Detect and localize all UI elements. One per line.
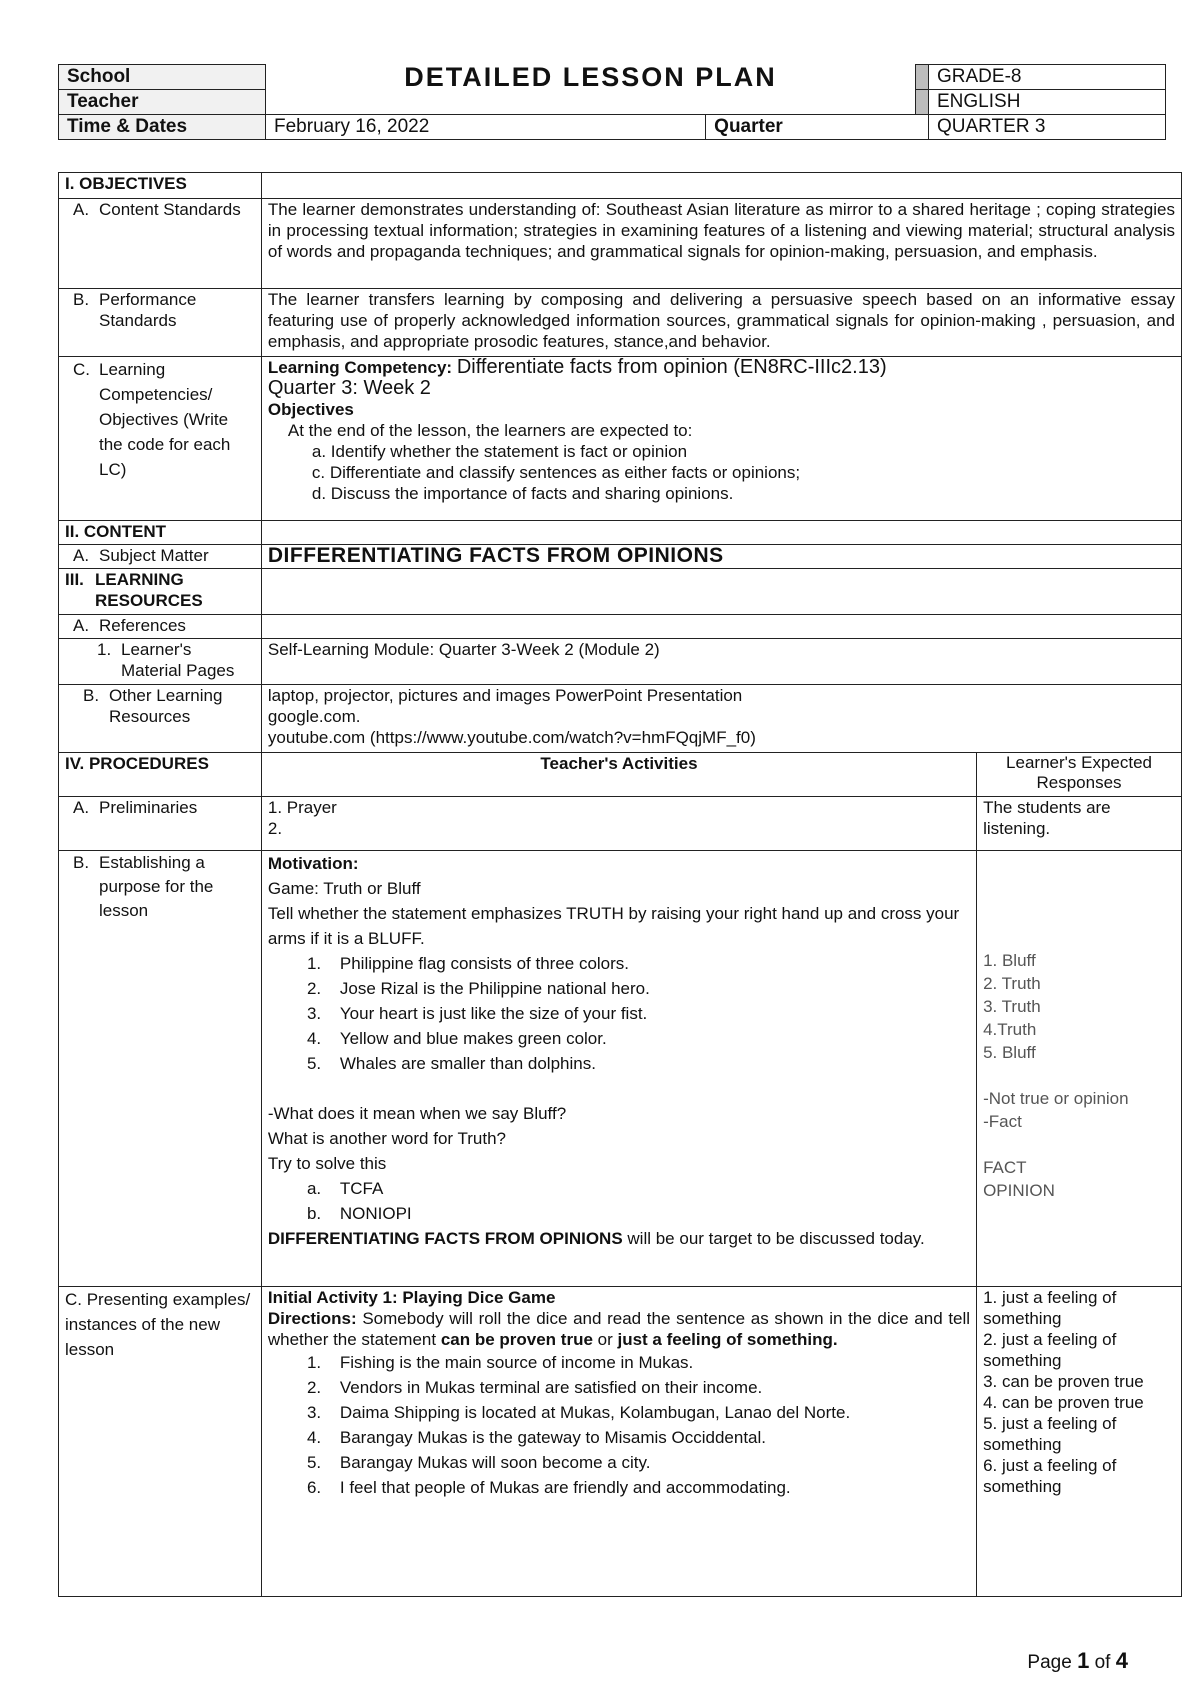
dice-game-cell: Initial Activity 1: Playing Dice Game Directions: Somebody will roll the dice and read the sentence as shown in the dice and tell whether the statement can be proven true or just a feeling of something. 1. Fishing is the main source of income in Mukas. 2. Vendors in Mukas terminal are satisfied on their income. 3. Daima Shipping is located at Mukas, Kolambugan, Lanao del Norte. 4. Barangay Mukas is the gateway to Misamis Occiddental. 5. Barangay Mukas will soon become a city. 6. I feel that people of Mukas are friendly and accommodating. xyxy=(261,1287,976,1597)
list-item: 4. Yellow and blue makes green color. xyxy=(326,1026,970,1051)
page-number: Page 1 of 4 xyxy=(1027,1648,1128,1673)
lesson-target: DIFFERENTIATING FACTS FROM OPINIONS will be our target to be discussed today. xyxy=(267,1229,925,1248)
learner-responses-heading: Learner's Expected Responses xyxy=(977,753,1182,797)
preliminaries-response: The students are listening. xyxy=(977,797,1182,851)
list-item: a. TCFA xyxy=(326,1176,970,1201)
subject-value: ENGLISH xyxy=(929,90,1166,115)
list-item: 1. Fishing is the main source of income in Mukas. xyxy=(326,1350,970,1375)
list-item: 3. Daima Shipping is located at Mukas, Kolambugan, Lanao del Norte. xyxy=(326,1400,970,1425)
subject-matter-label: A. Subject Matter xyxy=(59,545,262,569)
competencies-label: C. Learning Competencies/ Objectives (Write the code for each LC) xyxy=(59,357,262,521)
empty-cell xyxy=(261,173,1181,199)
dice-game-responses: 1. just a feeling of something 2. just a feeling of something 3. can be proven true 4. can be proven true 5. just a feeling of something 6. just a feeling of something xyxy=(977,1287,1182,1597)
list-item: 6. I feel that people of Mukas are friendly and accommodating. xyxy=(326,1475,970,1500)
performance-standards-text: The learner transfers learning by composing and delivering a persuasive speech based on an informative essay featuring use of properly acknowledged information sources, grammatical signals for opinion-making , persuasion, and emphasis, and appropriate prosodic features, stance,and behavior. xyxy=(261,289,1181,357)
list-item: 2. Vendors in Mukas terminal are satisfied on their income. xyxy=(326,1375,970,1400)
subject-matter-text: DIFFERENTIATING FACTS FROM OPINIONS xyxy=(261,545,1181,569)
purpose-label: B. Establishing a purpose for the lesson xyxy=(59,851,262,1287)
empty-cell xyxy=(261,521,1181,545)
content-heading: II. CONTENT xyxy=(59,521,262,545)
preliminaries-cell: 1. Prayer 2. xyxy=(261,797,976,851)
school-label: School xyxy=(59,65,266,90)
date-value: February 16, 2022 xyxy=(266,115,706,140)
procedures-heading: IV. PROCEDURES xyxy=(59,753,262,797)
gray-spacer xyxy=(916,65,929,90)
list-item: 2. Jose Rizal is the Philippine national hero. xyxy=(326,976,970,1001)
learner-material-text: Self-Learning Module: Quarter 3-Week 2 (Module 2) xyxy=(261,639,1181,685)
empty-cell xyxy=(261,569,1181,615)
time-label: Time & Dates xyxy=(59,115,266,140)
objectives-heading: I. OBJECTIVES xyxy=(59,173,262,199)
content-standards-label: A. Content Standards xyxy=(59,199,262,289)
list-item: 4. Barangay Mukas is the gateway to Misamis Occiddental. xyxy=(326,1425,970,1450)
list-item: 5. Whales are smaller than dolphins. xyxy=(326,1051,970,1076)
jumbled-words-list xyxy=(268,1176,970,1226)
presenting-examples-label: C. Presenting examples/ instances of the new lesson xyxy=(59,1287,262,1597)
motivation-responses: 1. Bluff 2. Truth 3. Truth 4.Truth 5. Bluff -Not true or opinion -Fact FACT OPINION xyxy=(977,851,1182,1287)
other-resources-cell: laptop, projector, pictures and images PowerPoint Presentation google.com. youtube.com (https://www.youtube.com/watch?v=hmFQqjMF_f0) xyxy=(261,685,1181,753)
performance-standards-label: B. Performance Standards xyxy=(59,289,262,357)
references-label: A. References xyxy=(59,615,262,639)
quarter-label: Quarter xyxy=(706,115,929,140)
dice-directions: Directions: Somebody will roll the dice and read the sentence as shown in the dice and tell whether the statement can be proven true or just a feeling of something. xyxy=(267,1309,971,1349)
empty-cell xyxy=(261,615,1181,639)
motivation-cell: Motivation: Game: Truth or Bluff Tell whether the statement emphasizes TRUTH by raising your right hand up and cross your arms if it is a BLUFF. 1. Philippine flag consists of three colors. 2. Jose Rizal is the Philippine national hero. 3. Your heart is just like the size of your fist. 4. Yellow and blue makes green color. 5. Whales are smaller than dolphins. -What does it mean when we say Bluff? What is another word for Truth? Try to solve this a. TCFA b. NONIOPI DIFFERENTIATING FACTS FROM OPINIONS will be our target to be discussed today. xyxy=(261,851,976,1287)
list-item: 5. Barangay Mukas will soon become a city. xyxy=(326,1450,970,1475)
competencies-cell: Learning Competency: Differentiate facts from opinion (EN8RC-IIIc2.13) Quarter 3: Week 2 Objectives At the end of the lesson, the learners are expected to: a. Identify whether the statement is fact or opinion c. Differentiate and classify sentences as either facts or opinions; d. Discuss the importance of facts and sharing opinions. xyxy=(261,357,1181,521)
learner-material-label: 1. Learner's Material Pages xyxy=(59,639,262,685)
content-standards-text: The learner demonstrates understanding of: Southeast Asian literature as mirror to a shared heritage ; coping strategies in processing textual information; strategies in examining features of a listening and viewing material; structural analysis of words and propaganda techniques; and grammatical signals for opinion-making, persuasion, and emphasis. xyxy=(261,199,1181,289)
teacher-label: Teacher xyxy=(59,90,266,115)
document-title: DETAILED LESSON PLAN xyxy=(266,65,916,115)
teacher-activities-heading: Teacher's Activities xyxy=(261,753,976,797)
other-resources-label: B. Other Learning Resources xyxy=(59,685,262,753)
quarter-value: QUARTER 3 xyxy=(929,115,1166,140)
list-item: 3. Your heart is just like the size of your fist. xyxy=(326,1001,970,1026)
header-table xyxy=(58,61,1166,140)
dice-statements-list xyxy=(268,1350,970,1500)
gray-spacer xyxy=(916,90,929,115)
list-item: 1. Philippine flag consists of three colors. xyxy=(326,951,970,976)
truth-or-bluff-list xyxy=(268,951,970,1076)
grade-value: GRADE-8 xyxy=(929,65,1166,90)
preliminaries-label: A. Preliminaries xyxy=(59,797,262,851)
lesson-plan-table xyxy=(58,172,1182,1597)
resources-heading: III. LEARNING RESOURCES xyxy=(59,569,262,615)
list-item: b. NONIOPI xyxy=(326,1201,970,1226)
